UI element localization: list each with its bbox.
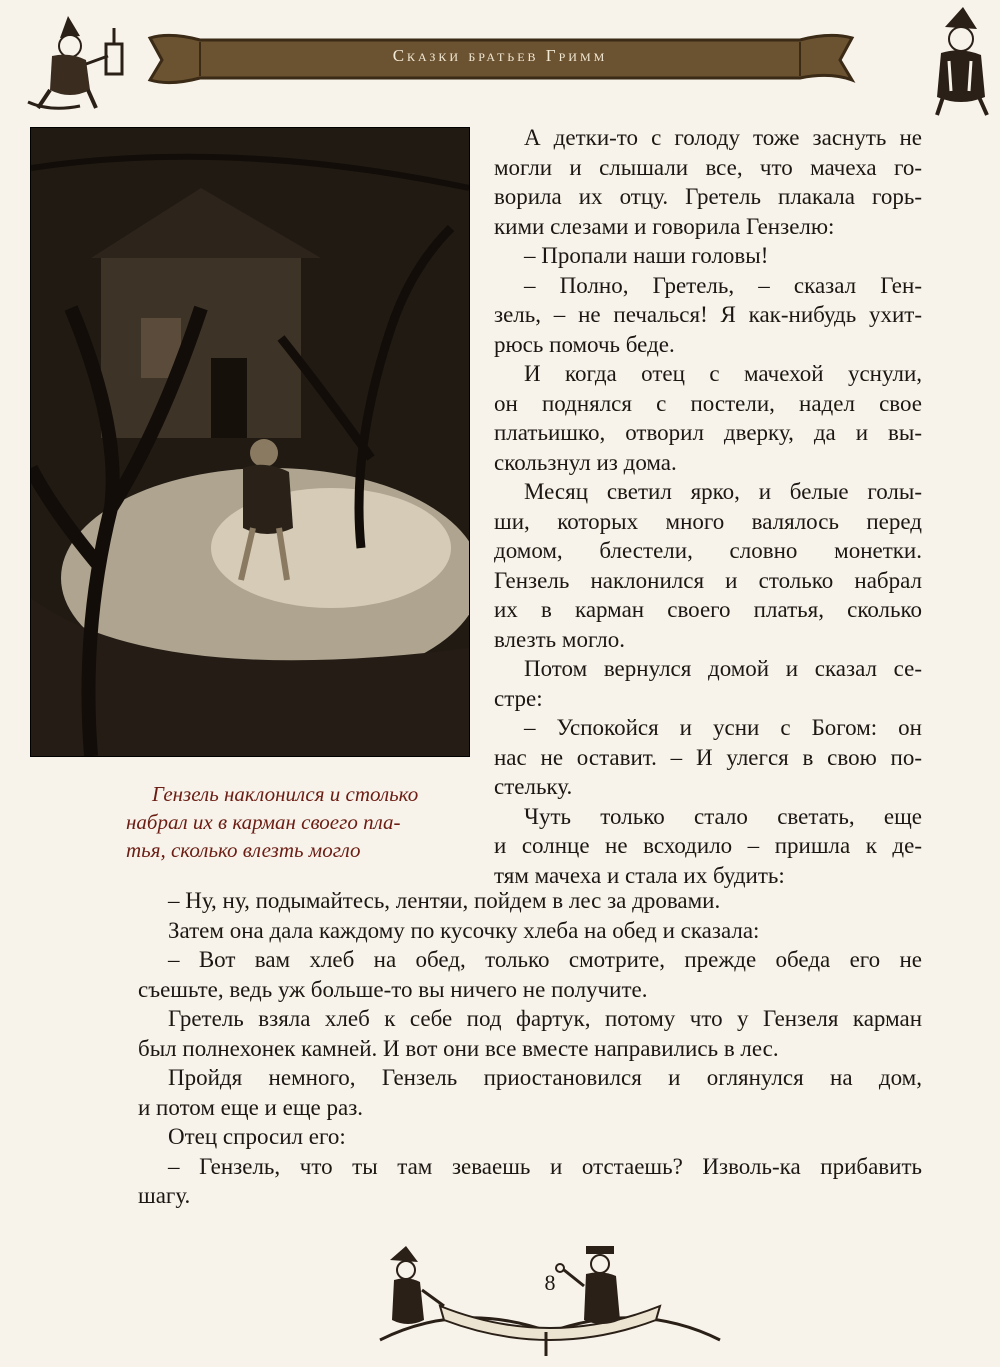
- text-line: Гензель наклонился и столько набрал: [494, 567, 922, 593]
- text-line: Чуть только стало светать, еще: [524, 803, 922, 829]
- text-line: съешьте, ведь уж больше-то вы ничего не получите.: [138, 976, 648, 1002]
- text-line: ворила их отцу. Гретель плакала горь-: [494, 184, 922, 209]
- text-line: стельку.: [494, 774, 573, 799]
- text-line: – Вот вам хлеб на обед, только смотрите, прежде обеда его не: [168, 947, 922, 972]
- caption-line: тья, сколько влезть могло: [126, 838, 361, 862]
- text-line: Потом вернулся домой и сказал се-: [524, 656, 922, 681]
- caption-line: набрал их в карман своего пла-: [126, 810, 401, 834]
- right-column-text: [494, 123, 922, 890]
- text-line: тям мачеха и стала их будить:: [494, 862, 785, 888]
- text-line: рюсь помочь беде.: [494, 331, 675, 357]
- text-line: зель, – не печалься! Я как-нибудь ухит-: [494, 302, 922, 327]
- text-line: – Гензель, что ты там зеваешь и отстаешь? Изволь-ка прибавить: [168, 1153, 922, 1179]
- gnome-with-lantern-icon: [20, 8, 140, 118]
- text-line: влезть могло.: [494, 626, 625, 652]
- text-line: платьишко, отворил дверку, да и вы-: [494, 420, 922, 445]
- text-line: А детки-то с голоду тоже заснуть не: [524, 125, 922, 150]
- text-line: – Полно, Гретель, – сказал Ген-: [524, 272, 922, 298]
- text-line: – Ну, ну, подымайтесь, лентяи, пойдем в лес за дровами.: [168, 888, 721, 913]
- text-line: был полнехонек камней. И вот они все вместе направились в лес.: [138, 1035, 779, 1061]
- illustration-hansel-pebbles: [30, 127, 470, 757]
- header-banner: [140, 28, 860, 88]
- text-line: скользнул из дома.: [494, 449, 677, 475]
- text-line: и потом еще и еще раз.: [138, 1094, 364, 1120]
- text-line: стре:: [494, 685, 543, 711]
- text-line: их в карман своего платья, сколько: [494, 597, 922, 622]
- text-line: ши, которых много валялось перед: [494, 508, 922, 534]
- illustration-caption: [126, 780, 476, 864]
- footer-ornament: [360, 1240, 740, 1360]
- page-number: 8: [544, 1270, 556, 1295]
- text-line: Гретель взяла хлеб к себе под фартук, потому что у Гензеля карман: [168, 1006, 922, 1031]
- text-line: могли и слышали все, что мачеха го-: [494, 154, 922, 180]
- text-line: И когда отец с мачехой уснули,: [524, 361, 922, 386]
- text-line: и солнце не всходило – пришла к де-: [494, 833, 922, 858]
- text-line: Пройдя немного, Гензель приостановился и оглянулся на дом,: [168, 1065, 922, 1090]
- text-line: Месяц светил ярко, и белые голы-: [524, 479, 922, 504]
- text-line: шагу.: [138, 1183, 191, 1208]
- text-line: – Пропали наши головы!: [524, 243, 769, 268]
- caption-line: Гензель наклонился и столько: [152, 782, 419, 806]
- text-line: домом, блестели, словно монетки.: [494, 538, 922, 563]
- full-width-text: [138, 886, 922, 1211]
- text-line: Затем она дала каждому по кусочку хлеба на обед и сказала:: [168, 917, 760, 943]
- text-line: он поднялся с постели, надел свое: [494, 390, 922, 416]
- book-title: Сказки братьев Гримм: [392, 46, 608, 65]
- text-line: кими слезами и говорила Гензелю:: [494, 213, 835, 239]
- forest-night-illustration-icon: [31, 128, 469, 756]
- gnomes-scroll-ornament-icon: [360, 1240, 740, 1360]
- text-line: Отец спросил его:: [168, 1124, 346, 1149]
- text-line: нас не оставит. – И улегся в свою по-: [494, 744, 922, 770]
- text-line: – Успокойся и усни с Богом: он: [524, 715, 922, 740]
- gnome-figure-icon: [925, 5, 997, 120]
